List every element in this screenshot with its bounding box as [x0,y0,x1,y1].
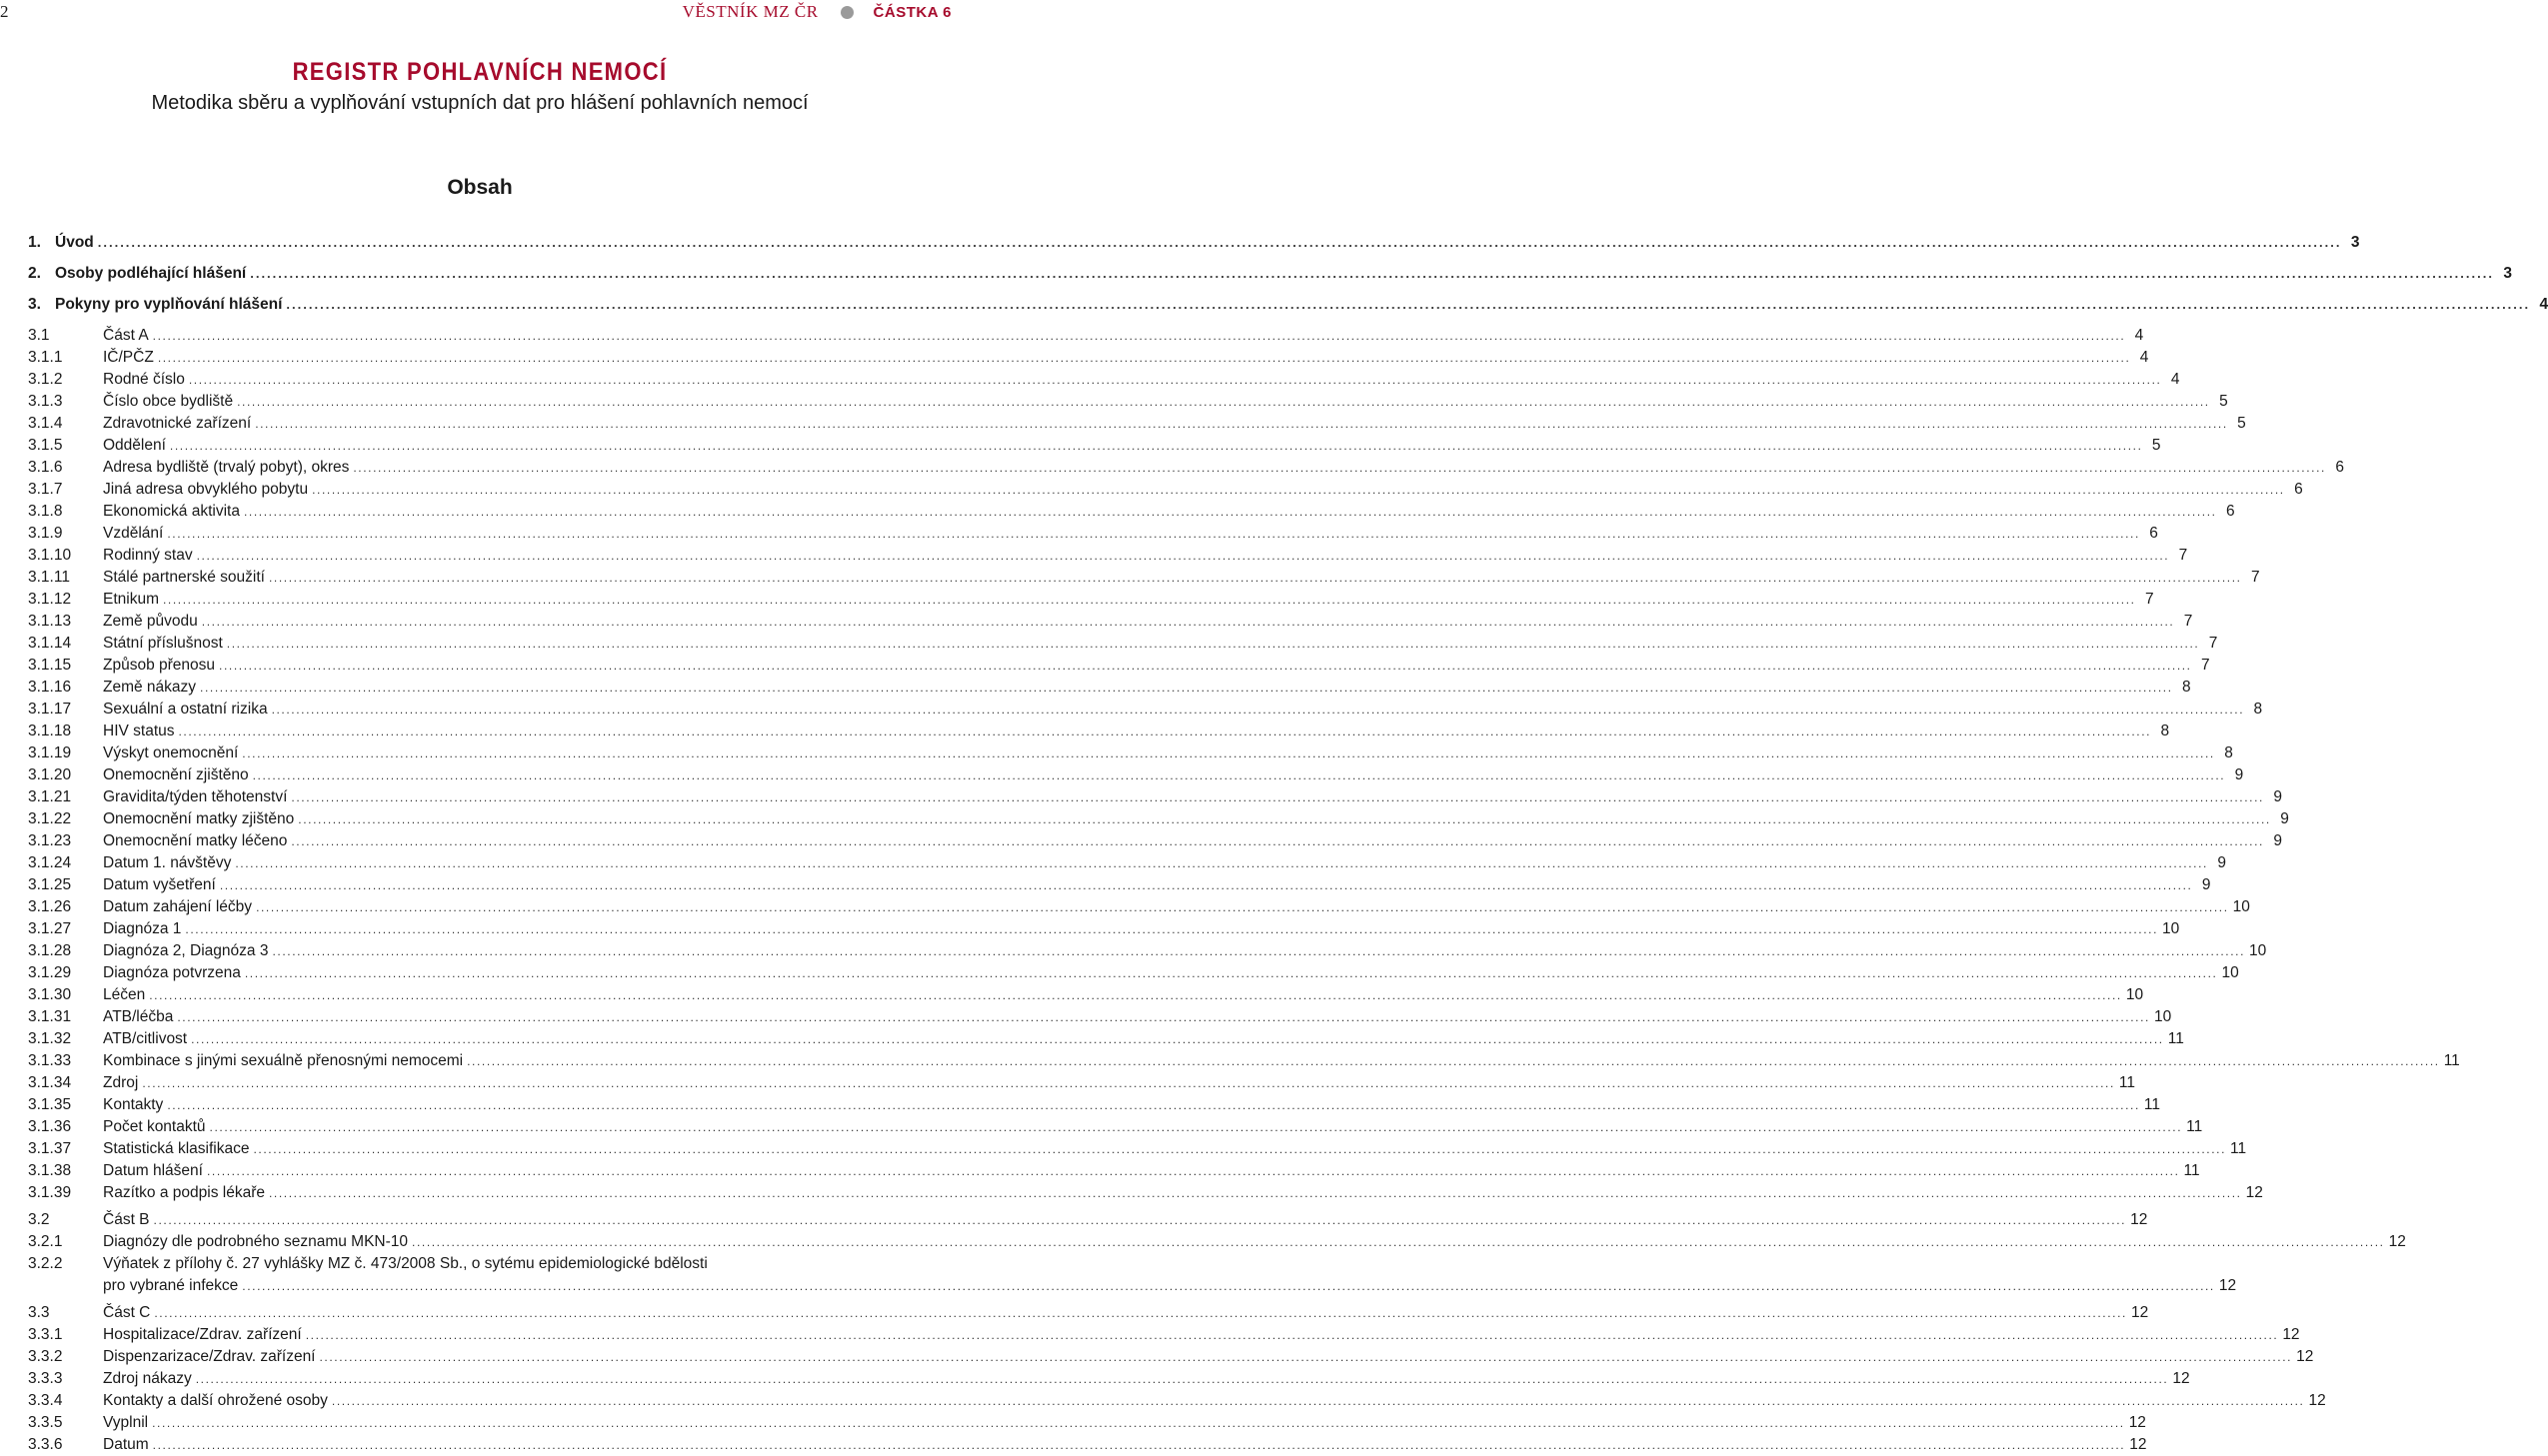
toc-entry[interactable] [28,830,2282,852]
toc-entry-number: 3.1.37 [28,1140,72,1157]
toc-entry-title: Kontakty [103,1096,164,1113]
dot-leader: ................................................................................................................................................................................................................................................................................................................................................................................................................ [178,725,2152,738]
toc-entry-title: Část B [103,1211,150,1228]
toc-entry-page: 4 [2170,371,2180,388]
toc-entry-number: 3.1.28 [28,942,72,959]
toc-entry-page: 9 [2280,810,2289,827]
toc-entry-number: 3.1.23 [28,832,72,849]
toc-entry[interactable] [28,655,2210,677]
toc-entry-page: 6 [2149,525,2158,542]
dot-leader: ................................................................................................................................................................................................................................................................................................................................................................................................................ [268,571,2242,585]
toc-entry-title: Diagnóza 1 [103,920,182,937]
toc-entry[interactable] [28,699,2263,721]
toc-entry-title: Rodinný stav [103,547,193,564]
toc-entry-page: 12 [2130,1304,2149,1321]
toc-entry[interactable] [28,1072,2136,1094]
toc-entry-number: 3.2.2 [28,1255,63,1272]
dot-leader: ................................................................................................................................................................................................................................................................................................................................................................................................................ [319,1350,2293,1364]
toc-entry[interactable] [28,567,2260,589]
toc-entry[interactable] [28,391,2228,413]
dot-leader: ................................................................................................................................................................................................................................................................................................................................................................................................................ [272,944,2246,958]
toc-entry[interactable] [28,962,2239,984]
dot-leader: ................................................................................................................................................................................................................................................................................................................................................................................................................ [286,297,2531,312]
dot-leader: ................................................................................................................................................................................................................................................................................................................................................................................................................ [209,1120,2183,1134]
toc-entry-title: Oddělení [103,437,166,454]
toc-entry-title: Datum 1. návštěvy [103,854,232,871]
toc-entry-number: 3.1.2 [28,371,63,388]
toc-entry-page: 6 [2335,459,2344,476]
toc-entry[interactable] [28,1390,2326,1412]
toc-entry-page: 12 [2218,1277,2237,1294]
toc-entry-number: 3.1.6 [28,459,63,476]
toc-entry[interactable] [28,347,2149,369]
toc-entry-number: 3.1.18 [28,723,72,739]
dot-leader: ................................................................................................................................................................................................................................................................................................................................................................................................................ [142,1076,2115,1090]
dot-leader: ................................................................................................................................................................................................................................................................................................................................................................................................................ [298,812,2271,826]
toc-entry-title: Datum hlášení [103,1162,203,1179]
toc-entry-page: 5 [2219,393,2228,410]
toc-entry-title: Datum zahájení léčby [103,898,253,915]
toc-entry[interactable] [28,1324,2300,1346]
toc-entry-title: Výskyt onemocnění [103,744,239,761]
running-header [683,2,952,22]
toc-entry-page: 7 [2144,591,2154,608]
dot-leader: ................................................................................................................................................................................................................................................................................................................................................................................................................ [97,235,2342,250]
toc-entry-page: 12 [2308,1392,2326,1409]
toc-entry-page: 3 [2350,234,2360,251]
toc-entry-page: 8 [2253,701,2263,718]
dot-leader: ................................................................................................................................................................................................................................................................................................................................................................................................................ [467,1054,2440,1068]
toc-entry-title: Úvod [55,234,94,251]
toc-entry-number: 3.1.20 [28,766,72,783]
dot-leader: ................................................................................................................................................................................................................................................................................................................................................................................................................ [244,966,2218,980]
toc-entry-title: Adresa bydliště (trvalý pobyt), okres [103,459,350,476]
dot-leader: ................................................................................................................................................................................................................................................................................................................................................................................................................ [255,417,2228,431]
toc-entry-page: 11 [2443,1052,2460,1069]
dot-leader: ................................................................................................................................................................................................................................................................................................................................................................................................................ [200,681,2173,695]
toc-entry-number: 3.1.31 [28,1008,72,1025]
toc-entry-page: 4 [2139,349,2149,366]
toc-entry-title: Státní příslušnost [103,635,223,652]
toc-entry-page: 9 [2201,876,2211,893]
toc-entry-number: 3.1.12 [28,591,72,608]
toc-entry[interactable] [28,764,2244,786]
toc-entry[interactable] [28,1160,2200,1182]
toc-entry-number: 3.1.16 [28,679,72,696]
toc-entry[interactable] [28,294,2548,325]
toc-entry-title: Gravidita/týden těhotenství [103,788,288,805]
toc-entry-title: Datum vyšetření [103,876,216,893]
toc-entry-title: Onemocnění zjištěno [103,766,249,783]
toc-entry[interactable] [28,874,2211,896]
toc-entry-number: 3.1.7 [28,481,63,498]
toc-entry-number: 2. [28,265,41,282]
dot-leader: ................................................................................................................................................................................................................................................................................................................................................................................................................ [235,856,2208,870]
toc-entry[interactable] [28,1302,2149,1324]
toc-entry-number: 3.1.15 [28,657,72,674]
toc-entry-page: 12 [2388,1233,2406,1250]
toc-entry-title: Výňatek z přílohy č. 27 vyhlášky MZ č. 473/2008 Sb., o sytému epidemiologické bdělosti [103,1255,708,1272]
toc-entry[interactable] [28,263,2512,294]
dot-leader: ................................................................................................................................................................................................................................................................................................................................................................................................................ [177,1010,2150,1024]
dot-leader: ................................................................................................................................................................................................................................................................................................................................................................................................................ [305,1328,2279,1342]
dot-leader: ................................................................................................................................................................................................................................................................................................................................................................................................................ [153,1213,2127,1227]
toc-entry-page: 8 [2160,723,2170,739]
toc-entry-number: 3.1.34 [28,1074,72,1091]
toc-entry-page: 7 [2208,635,2218,652]
dot-leader: ................................................................................................................................................................................................................................................................................................................................................................................................................ [291,790,2264,804]
toc-entry-page: 10 [2162,920,2180,937]
toc-entry-number: 3.3.3 [28,1370,63,1387]
dot-leader: ................................................................................................................................................................................................................................................................................................................................................................................................................ [195,1372,2169,1386]
toc-entry-number: 3.1.25 [28,876,72,893]
toc-entry-title: Kontakty a další ohrožené osoby [103,1392,328,1409]
dot-leader: ................................................................................................................................................................................................................................................................................................................................................................................................................ [256,900,2229,914]
toc-entry-title: Dispenzarizace/Zdrav. zařízení [103,1348,316,1365]
toc-entry-number: 3.1.24 [28,854,72,871]
toc-entry-number: 3.1.36 [28,1118,72,1135]
dot-leader: ................................................................................................................................................................................................................................................................................................................................................................................................................ [201,615,2175,629]
toc-entry-page: 12 [2282,1326,2300,1343]
toc-entry-page: 3 [2503,265,2512,282]
toc-entry-title: Sexuální a ostatní rizika [103,701,268,718]
toc-entry-number: 3.1.9 [28,525,63,542]
toc-entry-title: Stálé partnerské soužití [103,569,265,586]
dot-leader: ................................................................................................................................................................................................................................................................................................................................................................................................................ [242,746,2215,760]
toc-entry-page: 12 [2128,1414,2146,1431]
toc-entry-page: 7 [2178,547,2188,564]
toc-entry-number: 3.2 [28,1211,50,1228]
toc-entry-title: Počet kontaktů [103,1118,206,1135]
toc-entry-number: 3.1.11 [28,569,70,586]
toc-entry-title: Pokyny pro vyplňování hlášení [55,296,283,313]
toc-entry-title: Zdravotnické zařízení [103,415,252,432]
toc-entry-title: Země původu [103,613,198,630]
dot-leader: ................................................................................................................................................................................................................................................................................................................................................................................................................ [353,461,2326,475]
toc-entry-title: Razítko a podpis lékaře [103,1184,265,1201]
toc-entry[interactable] [28,677,2191,699]
dot-leader: ................................................................................................................................................................................................................................................................................................................................................................................................................ [196,549,2170,563]
toc-entry[interactable] [28,545,2188,567]
toc-entry[interactable] [28,721,2170,742]
toc-entry-page: 12 [2245,1184,2263,1201]
dot-leader: ................................................................................................................................................................................................................................................................................................................................................................................................................ [167,527,2140,541]
toc-entry-page: 12 [2130,1211,2148,1228]
dot-leader: ................................................................................................................................................................................................................................................................................................................................................................................................................ [219,659,2192,673]
toc-entry-page: 12 [2296,1348,2314,1365]
journal-name: VĚSTNÍK MZ ČR [682,2,819,21]
toc-entry-number: 3.3.5 [28,1414,63,1431]
toc-title: Obsah [447,176,513,199]
toc-entry[interactable] [28,479,2303,501]
toc-entry-number: 3.1.5 [28,437,63,454]
toc-entry-number: 3.3.2 [28,1348,63,1365]
bullet-icon [841,6,854,19]
toc-entry-page: 8 [2224,744,2233,761]
toc-entry-title: ATB/léčba [103,1008,174,1025]
toc-entry-number: 3.1.17 [28,701,72,718]
toc-entry-title: Hospitalizace/Zdrav. zařízení [103,1326,302,1343]
toc-entry[interactable] [28,1050,2460,1072]
toc-entry-page: 4 [2539,296,2548,313]
dot-leader: ................................................................................................................................................................................................................................................................................................................................................................................................................ [167,1098,2140,1112]
toc-entry-title: Diagnóza 2, Diagnóza 3 [103,942,269,959]
toc-entry[interactable] [28,589,2154,611]
toc-entry-number: 3.2.1 [28,1233,63,1250]
toc-entry-page: 10 [2232,898,2250,915]
toc-entry-number: 3.1.10 [28,547,72,564]
toc-entry-title: Datum [103,1436,149,1453]
dot-leader: ................................................................................................................................................................................................................................................................................................................................................................................................................ [154,1306,2127,1320]
toc-entry[interactable] [28,1253,2237,1297]
toc-entry[interactable] [28,984,2144,1006]
toc-entry[interactable] [28,1028,2184,1050]
toc-entry-page: 5 [2237,415,2246,432]
document-title: REGISTR POHLAVNÍCH NEMOCÍ [292,58,668,86]
toc-entry-page: 7 [2183,613,2193,630]
toc-entry-number: 3.3 [28,1304,50,1321]
toc-entry-title: IČ/PČZ [103,349,154,366]
toc-entry-title: Rodné číslo [103,371,185,388]
toc-entry-page: 11 [2143,1096,2160,1113]
toc-entry-number: 3.1.1 [28,349,63,366]
toc-entry[interactable] [28,457,2344,479]
toc-entry-title: HIV status [103,723,175,739]
toc-entry-number: 3.1.14 [28,635,72,652]
toc-entry[interactable] [28,501,2235,523]
dot-leader: ................................................................................................................................................................................................................................................................................................................................................................................................................ [237,395,2210,409]
dot-leader: ................................................................................................................................................................................................................................................................................................................................................................................................................ [412,1235,2385,1249]
toc-entry[interactable] [28,633,2218,655]
toc-entry-title: Ekonomická aktivita [103,503,240,520]
toc-entry-page: 5 [2151,437,2161,454]
toc-entry-title: Léčen [103,986,146,1003]
dot-leader: ................................................................................................................................................................................................................................................................................................................................................................................................................ [206,1164,2180,1178]
toc-entry[interactable] [28,1346,2314,1368]
toc-entry-title: Onemocnění matky léčeno [103,832,288,849]
toc-entry-page: 12 [2172,1370,2190,1387]
toc-entry[interactable] [28,742,2233,764]
toc-entry-number: 3.1.13 [28,613,72,630]
toc-entry[interactable] [28,1231,2406,1253]
toc-entry-page: 11 [2186,1118,2203,1135]
toc-entry-page: 4 [2134,327,2144,344]
toc-entry-title: Část C [103,1304,151,1321]
toc-entry-number: 3.3.1 [28,1326,63,1343]
toc-entry-title: Země nákazy [103,679,197,696]
toc-entry[interactable] [28,786,2282,808]
toc-entry[interactable] [28,413,2246,435]
dot-leader: ................................................................................................................................................................................................................................................................................................................................................................................................................ [188,373,2162,387]
dot-leader: ................................................................................................................................................................................................................................................................................................................................................................................................................ [149,988,2122,1002]
toc-entry-page: 10 [2249,942,2267,959]
toc-entry-number: 3.1.33 [28,1052,72,1069]
dot-leader: ................................................................................................................................................................................................................................................................................................................................................................................................................ [152,329,2126,343]
toc-entry[interactable] [28,1434,2147,1456]
toc-entry-title: ATB/citlivost [103,1030,188,1047]
toc-entry-number: 3.1 [28,327,50,344]
toc-entry-title: Statistická klasifikace [103,1140,250,1157]
toc-entry-title: Kombinace s jinými sexuálně přenosnými nemocemi [103,1052,464,1069]
toc-entry[interactable] [28,325,2144,347]
document-subtitle: Metodika sběru a vyplňování vstupních dat pro hlášení pohlavních nemocí [151,92,809,114]
toc-entry-page: 6 [2294,481,2303,498]
toc-entry-title: Diagnózy dle podrobného seznamu MKN-10 [103,1233,409,1250]
toc-entry-page: 11 [2183,1162,2200,1179]
toc-entry[interactable] [28,523,2158,545]
toc-entry-title: Diagnóza potvrzena [103,964,241,981]
toc-entry-number: 1. [28,234,41,251]
toc-entry-number: 3.1.27 [28,920,72,937]
toc-entry-title: Způsob přenosu [103,657,216,674]
toc-entry-title-continued: pro vybrané infekce [103,1277,239,1294]
dot-leader: ................................................................................................................................................................................................................................................................................................................................................................................................................ [312,483,2285,497]
toc-entry[interactable] [28,1412,2146,1434]
toc-entry-number: 3.1.19 [28,744,72,761]
toc-entry-number: 3. [28,296,41,313]
dot-leader: ................................................................................................................................................................................................................................................................................................................................................................................................................ [271,703,2245,717]
issue-part: ČÁSTKA 6 [873,3,952,21]
toc-entry-page: 7 [2201,657,2210,674]
dot-leader: ................................................................................................................................................................................................................................................................................................................................................................................................................ [242,1279,2215,1293]
toc-entry-title: Část A [103,327,149,344]
toc-entry[interactable] [28,435,2161,457]
toc-entry-page: 6 [2225,503,2235,520]
dot-leader: ................................................................................................................................................................................................................................................................................................................................................................................................................ [185,922,2159,936]
toc-entry-title: Etnikum [103,591,159,608]
toc-entry-title: Osoby podléhající hlášení [55,265,247,282]
table-of-contents [28,232,2548,1456]
toc-entry-page: 10 [2153,1008,2172,1025]
dot-leader: ................................................................................................................................................................................................................................................................................................................................................................................................................ [243,505,2217,519]
dot-leader: ................................................................................................................................................................................................................................................................................................................................................................................................................ [250,266,2494,281]
toc-entry-page: 11 [2118,1074,2136,1091]
toc-entry[interactable] [28,1138,2247,1160]
toc-entry-page: 11 [2230,1140,2247,1157]
toc-entry-number: 3.3.6 [28,1436,63,1453]
dot-leader: ................................................................................................................................................................................................................................................................................................................................................................................................................ [157,351,2131,365]
toc-entry-page: 7 [2250,569,2260,586]
toc-entry-number: 3.1.21 [28,788,72,805]
toc-entry[interactable] [28,896,2250,918]
dot-leader: ................................................................................................................................................................................................................................................................................................................................................................................................................ [169,439,2143,453]
toc-entry[interactable] [28,1116,2203,1138]
toc-entry-number: 3.1.39 [28,1184,72,1201]
toc-entry-number: 3.1.30 [28,986,72,1003]
dot-leader: ................................................................................................................................................................................................................................................................................................................................................................................................................ [152,1438,2126,1452]
toc-entry-number: 3.1.3 [28,393,63,410]
toc-entry[interactable] [28,940,2267,962]
toc-entry-number: 3.3.4 [28,1392,63,1409]
dot-leader: ................................................................................................................................................................................................................................................................................................................................................................................................................ [219,878,2193,892]
toc-entry[interactable] [28,1209,2148,1231]
dot-leader: ................................................................................................................................................................................................................................................................................................................................................................................................................ [163,593,2136,607]
toc-entry[interactable] [28,1006,2172,1028]
toc-entry-title: Jiná adresa obvyklého pobytu [103,481,309,498]
toc-entry[interactable] [28,918,2180,940]
dot-leader: ................................................................................................................................................................................................................................................................................................................................................................................................................ [268,1186,2242,1200]
toc-entry-title: Zdroj [103,1074,139,1091]
toc-entry[interactable] [28,808,2289,830]
toc-entry-page: 11 [2167,1030,2184,1047]
dot-leader: ................................................................................................................................................................................................................................................................................................................................................................................................................ [331,1394,2305,1408]
toc-entry-page: 10 [2125,986,2144,1003]
toc-entry-page: 10 [2221,964,2239,981]
toc-entry-title: Vzdělání [103,525,164,542]
toc-entry[interactable] [28,369,2180,391]
toc-entry-number: 3.1.8 [28,503,63,520]
dot-leader: ................................................................................................................................................................................................................................................................................................................................................................................................................ [191,1032,2164,1046]
toc-entry-page: 8 [2182,679,2191,696]
dot-leader: ................................................................................................................................................................................................................................................................................................................................................................................................................ [226,637,2200,651]
toc-entry[interactable] [28,1368,2190,1390]
toc-entry-title: Zdroj nákazy [103,1370,192,1387]
toc-entry-page: 9 [2234,766,2244,783]
toc-entry-title: Onemocnění matky zjištěno [103,810,295,827]
toc-entry-page: 12 [2129,1436,2147,1453]
toc-entry-number: 3.1.35 [28,1096,72,1113]
dot-leader: ................................................................................................................................................................................................................................................................................................................................................................................................................ [152,1416,2125,1430]
toc-entry-title: Vyplnil [103,1414,149,1431]
toc-entry-number: 3.1.32 [28,1030,72,1047]
dot-leader: ................................................................................................................................................................................................................................................................................................................................................................................................................ [253,1142,2227,1156]
toc-entry-number: 3.1.26 [28,898,72,915]
toc-entry-page: 9 [2273,832,2282,849]
toc-entry-number: 3.1.29 [28,964,72,981]
toc-entry-page: 9 [2217,854,2226,871]
page-number: 2 [0,2,9,21]
toc-entry[interactable] [28,1182,2263,1204]
toc-entry[interactable] [28,611,2193,633]
toc-entry-page: 9 [2273,788,2282,805]
toc-entry-number: 3.1.38 [28,1162,72,1179]
toc-entry[interactable] [28,1094,2160,1116]
dot-leader: ................................................................................................................................................................................................................................................................................................................................................................................................................ [291,834,2264,848]
toc-entry[interactable] [28,232,2360,263]
toc-entry-number: 3.1.4 [28,415,63,432]
dot-leader: ................................................................................................................................................................................................................................................................................................................................................................................................................ [252,768,2226,782]
toc-entry-number: 3.1.22 [28,810,72,827]
toc-entry-title: Číslo obce bydliště [103,393,234,410]
toc-entry[interactable] [28,852,2226,874]
